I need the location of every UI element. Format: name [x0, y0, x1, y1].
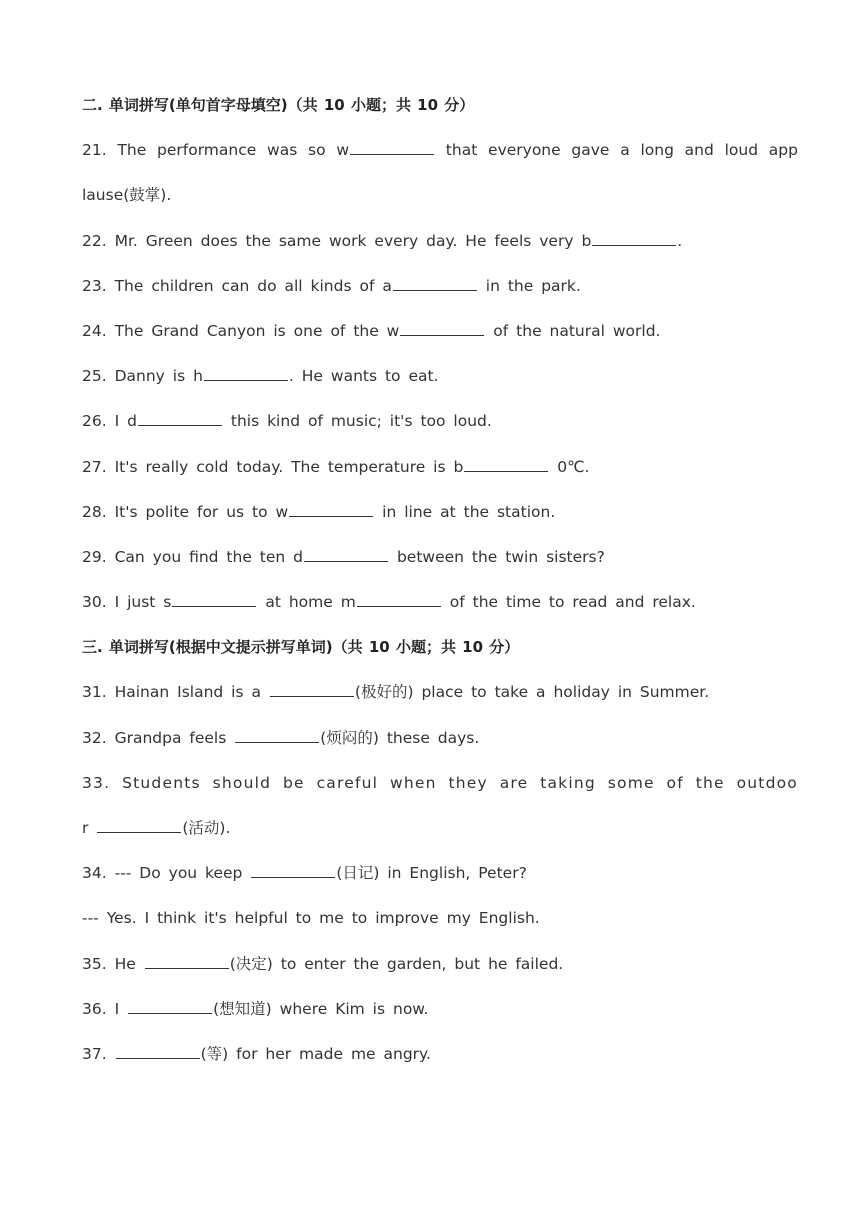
question-text: I just s [114, 593, 172, 612]
chinese-hint: (想知道) [213, 999, 272, 1018]
question-number: 22. [82, 231, 107, 250]
chinese-hint: (烦闷的) [320, 728, 379, 747]
answer-blank[interactable] [204, 363, 288, 381]
question-26 [82, 408, 798, 453]
question-37 [82, 1041, 798, 1086]
chinese-hint: (极好的) [354, 683, 414, 702]
question-text: lause(鼓掌). [82, 186, 172, 205]
question-text: . [677, 231, 683, 250]
question-36 [82, 996, 798, 1041]
question-21-continued [82, 182, 798, 227]
question-34-reply [82, 905, 798, 950]
question-28 [82, 499, 798, 544]
answer-blank[interactable] [172, 589, 256, 607]
question-25 [82, 363, 798, 408]
question-text: The Grand Canyon is one of the w [114, 321, 400, 340]
question-text: . He wants to eat. [288, 367, 439, 386]
worksheet-page [82, 92, 798, 1086]
question-text: in line at the station. [382, 502, 556, 521]
question-number: 23. [82, 276, 107, 295]
question-number: 26. [82, 412, 107, 431]
question-27 [82, 454, 798, 499]
question-text: where Kim is now. [279, 999, 429, 1018]
question-number: 29. [82, 547, 107, 566]
answer-blank[interactable] [235, 725, 319, 743]
question-text: place to take a holiday in Summer. [421, 683, 710, 702]
question-33-continued [82, 815, 798, 860]
answer-blank[interactable] [251, 860, 335, 878]
question-text: It's polite for us to w [114, 502, 289, 521]
question-text: It's really cold today. The temperature is b [114, 457, 464, 476]
answer-blank[interactable] [97, 815, 181, 833]
question-22 [82, 228, 798, 273]
answer-blank[interactable] [145, 951, 229, 969]
question-text: The children can do all kinds of a [114, 276, 392, 295]
question-text: Can you find the ten d [114, 547, 303, 566]
question-text: between the twin sisters? [396, 547, 605, 566]
question-text: The performance was so w [117, 141, 350, 160]
answer-blank[interactable] [357, 589, 441, 607]
answer-blank[interactable] [128, 996, 212, 1014]
question-number: 30. [82, 593, 107, 612]
question-number: 27. [82, 457, 107, 476]
answer-blank[interactable] [304, 544, 388, 562]
question-text: to enter the garden, but he failed. [280, 954, 564, 973]
question-33 [82, 770, 798, 815]
answer-blank[interactable] [393, 273, 477, 291]
answer-blank[interactable] [270, 679, 354, 697]
question-29 [82, 544, 798, 589]
chinese-hint: (决定) [229, 954, 273, 973]
question-text: at home m [265, 593, 356, 612]
question-text: in the park. [485, 276, 581, 295]
question-number: 35. [82, 954, 107, 973]
question-number: 21. [82, 141, 107, 160]
question-text: r [82, 819, 89, 837]
question-23 [82, 273, 798, 318]
question-text: of the natural world. [493, 321, 661, 340]
answer-blank[interactable] [116, 1041, 200, 1059]
question-number: 36. [82, 999, 107, 1018]
question-text: that everyone gave a long and loud app [445, 141, 798, 160]
question-number: 24. [82, 321, 107, 340]
question-text: 0℃. [557, 457, 590, 476]
question-text: of the time to read and relax. [449, 593, 696, 612]
answer-blank[interactable] [289, 499, 373, 517]
answer-blank[interactable] [138, 408, 222, 426]
question-text: Students should be careful when they are taking some of the outdoo [122, 773, 798, 792]
question-number: 28. [82, 502, 107, 521]
question-number: 31. [82, 683, 107, 702]
question-31 [82, 679, 798, 724]
question-30 [82, 589, 798, 634]
question-text: I d [114, 412, 137, 431]
question-number: 37. [82, 1044, 107, 1063]
question-text: this kind of music; it's too loud. [230, 412, 492, 431]
answer-blank[interactable] [350, 137, 434, 155]
question-text: Hainan Island is a [114, 683, 261, 702]
question-21 [82, 137, 798, 182]
question-text: Danny is h [114, 367, 203, 386]
answer-blank[interactable] [464, 454, 548, 472]
question-text: Grandpa feels [114, 728, 227, 747]
chinese-hint: (活动). [182, 819, 231, 837]
chinese-hint: (日记) [336, 864, 380, 883]
question-text: in English, Peter? [387, 864, 527, 883]
section-2-heading: 二. 单词拼写(单句首字母填空)（共 10 小题；共 10 分） [82, 96, 475, 114]
question-35 [82, 951, 798, 996]
question-text: these days. [386, 728, 480, 747]
question-text: Mr. Green does the same work every day. He feels very b [114, 231, 592, 250]
question-32 [82, 725, 798, 770]
question-text: for her made me angry. [236, 1044, 431, 1063]
section-3-heading: 三. 单词拼写(根据中文提示拼写单词)（共 10 小题；共 10 分） [82, 638, 520, 657]
question-text: I [114, 999, 120, 1018]
question-text: --- Yes. I think it's helpful to me to improve my English. [82, 909, 540, 928]
chinese-hint: (等) [200, 1044, 229, 1063]
answer-blank[interactable] [400, 318, 484, 336]
question-number: 33. [82, 773, 111, 792]
question-text: --- Do you keep [114, 864, 243, 883]
question-number: 34. [82, 864, 107, 883]
question-number: 32. [82, 728, 107, 747]
answer-blank[interactable] [592, 228, 676, 246]
question-24 [82, 318, 798, 363]
question-34 [82, 860, 798, 905]
question-number: 25. [82, 367, 107, 386]
question-text: He [114, 954, 136, 973]
